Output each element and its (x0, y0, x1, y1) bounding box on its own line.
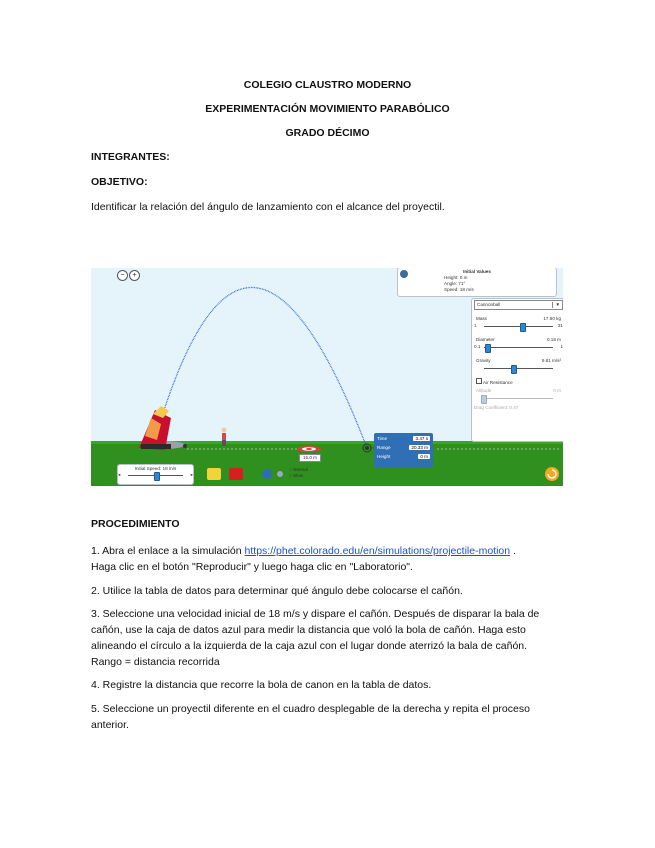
altitude-slider[interactable] (474, 395, 563, 402)
diameter-slider[interactable] (474, 344, 563, 351)
step-1-line2: Haga clic en el botón "Reproducir" y luego haga clic en "Laboratorio". (91, 561, 413, 573)
mass-slider[interactable] (474, 323, 563, 330)
range-label: Range (377, 445, 391, 450)
initial-speed-readout: Speed: 18 m/s (444, 287, 474, 292)
step-3-line4: Rango = distancia recorrida (91, 656, 220, 668)
decrease-speed-icon[interactable]: ◂ (118, 471, 121, 477)
increase-speed-icon[interactable]: ▸ (190, 471, 193, 477)
step-5-line1: 5. Seleccione un proyectil diferente en el cuadro desplegable de la derecha y repita el proceso (91, 703, 530, 715)
step-5 (91, 701, 561, 733)
initial-speed-label: Initial Speed: (134, 466, 162, 471)
objetivo-label: OBJETIVO: (91, 176, 148, 188)
initial-angle: Angle: 71° (444, 281, 466, 286)
mass-value: 17.60 kg (543, 315, 561, 321)
document-title: EXPERIMENTACIÓN MOVIMIENTO PARABÓLICO (205, 103, 450, 115)
altitude-label: Altitude (476, 387, 492, 393)
initial-speed-control (117, 464, 194, 485)
mass-label: Mass (476, 315, 487, 321)
drag-coefficient: Drag Coefficient: 0.47 (474, 405, 519, 410)
normal-option[interactable]: Normal (293, 467, 308, 472)
integrantes-label: INTEGRANTES: (91, 151, 170, 163)
person-icon (222, 428, 227, 447)
speed-radio-group[interactable]: ○ Normal ○ Slow (289, 467, 308, 478)
projectile-simulation (91, 268, 563, 486)
air-resistance-label: Air Resistance (483, 379, 513, 385)
time-label: Time (377, 436, 388, 441)
air-resistance-checkbox[interactable] (476, 378, 482, 384)
altitude-value: 0 m (553, 387, 561, 393)
initial-speed-slider[interactable] (118, 472, 193, 479)
step-2: 2. Utilice la tabla de datos para determinar qué ángulo debe colocarse el cañón. (91, 585, 463, 597)
mass-max: 31 (557, 323, 563, 328)
step-1-end: . (510, 545, 516, 557)
projectile-select[interactable] (474, 300, 563, 310)
step-1 (91, 543, 561, 575)
height-label: Height (377, 454, 391, 459)
objective-text: Identificar la relación del ángulo de lanzamiento con el alcance del proyectil. (91, 201, 445, 213)
step-button[interactable] (277, 471, 283, 477)
initial-height: Height: 0 m (444, 275, 468, 280)
cannonball-icon (365, 446, 369, 450)
trajectory-path (153, 287, 367, 448)
data-box[interactable] (374, 433, 433, 467)
step-1-text: 1. Abra el enlace a la simulación (91, 545, 245, 557)
gravity-value: 9.81 m/s² (541, 357, 561, 363)
projectile-settings-panel (471, 298, 563, 442)
mass-min: 1 (474, 323, 477, 328)
fire-button[interactable] (229, 468, 243, 480)
range-value: 20.33 m (411, 445, 428, 450)
diameter-max: 1 (560, 344, 563, 349)
school-name: COLEGIO CLAUSTRO MODERNO (243, 79, 412, 91)
step-3-line2: cañón, use la caja de datos azul para medir la distancia que voló la bola de cañón. Haga esto (91, 624, 526, 636)
simulation-link[interactable]: https://phet.colorado.edu/en/simulations/projectile-motion (244, 545, 511, 557)
reset-icon[interactable] (545, 467, 559, 481)
initial-speed-value: 18 m/s (162, 466, 177, 471)
gravity-label: Gravity (476, 357, 491, 363)
projectile-selected-value: Cannonball (477, 302, 501, 308)
gravity-slider[interactable] (474, 365, 563, 372)
initial-values-panel (397, 268, 557, 297)
zoom-out-icon[interactable]: − (117, 270, 128, 281)
cannon-icon (139, 406, 187, 450)
eraser-button[interactable] (207, 468, 221, 480)
target-distance[interactable]: 15.0 m (299, 454, 321, 462)
step-3-line3: alineando el círculo a la izquierda de la caja azul con el lugar donde aterrizó la bala de cañón. (91, 640, 528, 652)
grade-label: GRADO DÉCIMO (285, 127, 370, 139)
step-5-line2: anterior. (91, 719, 129, 731)
diameter-min: 0.1 (474, 344, 481, 349)
chevron-down-icon[interactable]: ▼ (552, 302, 562, 308)
step-3 (91, 606, 561, 670)
diameter-value: 0.18 m (546, 336, 561, 342)
play-pause-button[interactable] (262, 469, 272, 479)
time-value: 3.47 s (415, 436, 428, 441)
step-3-line1: 3. Seleccione una velocidad inicial de 18 m/s y dispare el cañón. Después de disparar la bala de (91, 608, 540, 620)
diameter-label: Diameter (476, 336, 495, 342)
procedimiento-label: PROCEDIMIENTO (91, 518, 180, 530)
target-icon[interactable] (297, 446, 321, 452)
slow-option[interactable]: Slow (293, 472, 304, 478)
height-value: 0 m (420, 454, 428, 459)
zoom-in-icon[interactable]: + (129, 270, 140, 281)
initial-values-title: Initial Values (463, 269, 491, 274)
step-4: 4. Registre la distancia que recorre la bola de canon en la tabla de datos. (91, 679, 432, 691)
